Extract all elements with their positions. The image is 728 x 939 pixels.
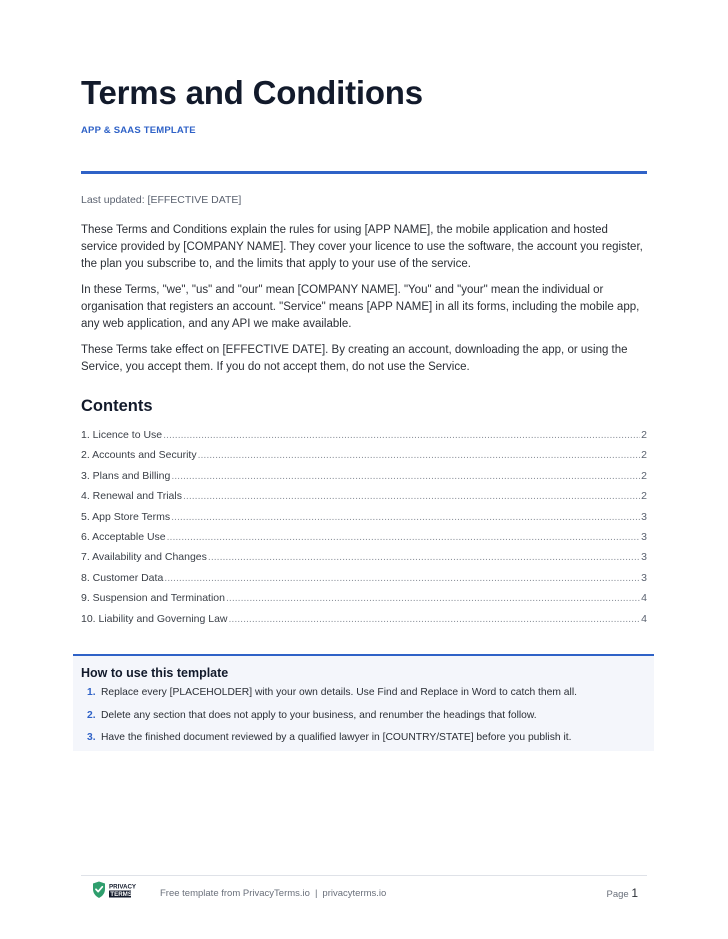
intro-section bbox=[81, 222, 647, 385]
intro-paragraph: These Terms take effect on [EFFECTIVE DATE]. By creating an account, downloading the app, or using the Service, you accept them. If you do not accept them, do not use the Service. bbox=[81, 344, 628, 373]
toc-leader bbox=[183, 490, 640, 502]
privacyterms-logo bbox=[92, 880, 146, 900]
document-subtitle: APP & SAAS TEMPLATE bbox=[81, 125, 196, 136]
intro-paragraph: In these Terms, "we", "us" and "our" mean [COMPANY NAME]. "You" and "your" mean the individual or organisation that registers an account. "Service" means [APP NAME] in all its forms, including the mobile app, any web application, and any API we make available. bbox=[81, 284, 640, 330]
toc-entry-label: 1. Licence to Use bbox=[81, 429, 163, 441]
howto-step-number: 3. bbox=[87, 732, 96, 743]
title-divider bbox=[81, 171, 647, 174]
footer-credit bbox=[160, 888, 386, 899]
toc-entry-label: 10. Liability and Governing Law bbox=[81, 612, 228, 625]
toc-entry-page: 2 bbox=[641, 429, 647, 441]
toc-leader bbox=[171, 511, 640, 523]
howto-step-number: 1. bbox=[87, 687, 96, 698]
howto-step bbox=[87, 732, 577, 755]
toc-entry-label: 4. Renewal and Trials bbox=[81, 490, 182, 503]
toc-leader bbox=[208, 551, 640, 563]
footer-site-link[interactable]: privacyterms.io bbox=[322, 888, 387, 899]
toc-entry-page: 3 bbox=[641, 551, 647, 564]
last-updated: Last updated: [EFFECTIVE DATE] bbox=[81, 194, 242, 206]
toc-entry-label: 6. Acceptable Use bbox=[81, 530, 166, 543]
toc-leader bbox=[163, 429, 640, 441]
toc-leader bbox=[167, 531, 641, 543]
footer-separator: | bbox=[314, 888, 318, 899]
howto-step-text: Replace every [PLACEHOLDER] with your own details. Use Find and Replace in Word to catch them all. bbox=[101, 687, 577, 698]
toc-entry[interactable] bbox=[81, 531, 647, 551]
toc-entry-label: 2. Accounts and Security bbox=[81, 449, 197, 462]
toc-entry-label: 3. Plans and Billing bbox=[81, 469, 171, 482]
howto-callout bbox=[73, 654, 654, 751]
toc-entry-label: 7. Availability and Changes bbox=[81, 551, 207, 564]
toc-entry[interactable] bbox=[81, 470, 647, 490]
toc-entry-page: 3 bbox=[641, 510, 647, 523]
toc-leader bbox=[229, 613, 641, 625]
howto-step-text: Delete any section that does not apply to your business, and renumber the headings that follow. bbox=[101, 709, 537, 721]
footer-page-number bbox=[606, 886, 638, 900]
howto-step bbox=[87, 687, 577, 710]
toc-entry-page: 4 bbox=[641, 592, 647, 605]
contents-heading: Contents bbox=[81, 397, 153, 415]
page-label: Page bbox=[606, 889, 629, 900]
toc-entry-page: 2 bbox=[641, 449, 647, 462]
toc-entry-label: 8. Customer Data bbox=[81, 571, 164, 584]
footer-credit-text: Free template from PrivacyTerms.io bbox=[160, 888, 310, 899]
toc-entry[interactable] bbox=[81, 613, 647, 633]
toc-leader bbox=[171, 470, 640, 482]
toc-entry-page: 2 bbox=[641, 490, 647, 503]
toc-entry-label: 5. App Store Terms bbox=[81, 510, 171, 523]
toc-entry-page: 3 bbox=[641, 530, 647, 543]
page-number: 1 bbox=[631, 886, 638, 900]
table-of-contents bbox=[81, 429, 647, 633]
shield-check-icon bbox=[93, 882, 105, 899]
toc-entry-page: 2 bbox=[641, 469, 647, 482]
toc-entry[interactable] bbox=[81, 429, 647, 449]
logo-text-top: PRIVACY bbox=[109, 883, 137, 891]
toc-leader bbox=[198, 449, 641, 461]
document-page bbox=[81, 0, 647, 939]
toc-entry[interactable] bbox=[81, 511, 647, 531]
logo-text-bottom: TERMS bbox=[110, 891, 132, 899]
toc-entry[interactable] bbox=[81, 592, 647, 612]
intro-paragraph: These Terms and Conditions explain the rules for using [APP NAME], the mobile application and hosted service provided by [COMPANY NAME]. They cover your licence to use the software, the account you register, the plan you subscribe to, and the limits that apply to your use of the service. bbox=[81, 224, 643, 270]
toc-entry-label: 9. Suspension and Termination bbox=[81, 592, 225, 605]
toc-leader bbox=[226, 592, 640, 604]
toc-entry[interactable] bbox=[81, 572, 647, 592]
document-title: Terms and Conditions bbox=[81, 74, 423, 111]
footer-divider bbox=[81, 875, 647, 876]
toc-entry[interactable] bbox=[81, 449, 647, 469]
howto-steps bbox=[87, 687, 577, 755]
howto-step-text: Have the finished document reviewed by a qualified lawyer in [COUNTRY/STATE] before you publish it. bbox=[101, 732, 572, 743]
howto-title: How to use this template bbox=[81, 666, 229, 680]
toc-leader bbox=[164, 572, 640, 584]
howto-step bbox=[87, 710, 577, 733]
howto-step-number: 2. bbox=[87, 709, 96, 721]
toc-entry-page: 3 bbox=[641, 571, 647, 584]
toc-entry[interactable] bbox=[81, 490, 647, 510]
toc-entry-page: 4 bbox=[641, 612, 647, 625]
toc-entry[interactable] bbox=[81, 551, 647, 571]
